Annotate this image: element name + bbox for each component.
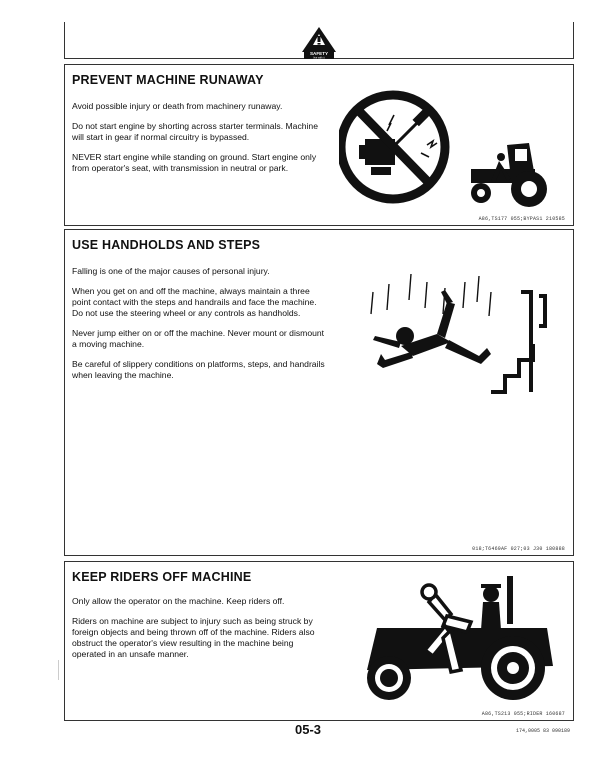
section-prevent-runaway — [64, 64, 574, 226]
operator-icon — [481, 584, 501, 630]
section-body — [72, 596, 327, 669]
paragraph: Never jump either on or off the machine. Never mount or dismount a moving machine. — [72, 328, 325, 349]
section-handholds-steps — [64, 229, 574, 556]
page-number: 05-3 — [294, 722, 322, 737]
footer-code: 174,0005 83 090189 — [515, 728, 570, 734]
no-bypass-start-illustration — [339, 85, 569, 209]
paragraph: Falling is one of the major causes of personal injury. — [72, 266, 270, 276]
paragraph: Be careful of slippery conditions on platforms, steps, and handrails when leaving the machine. — [72, 359, 325, 380]
reference-code: A86,TS213 055;RIDER 160687 — [481, 711, 565, 717]
stairs-icon — [491, 292, 545, 392]
paragraph: Avoid possible injury or death from machinery runaway. — [72, 101, 283, 111]
paragraph: When you get on and off the machine, always maintain a three point contact with the steps and handrails and face the machine. Do not use the steering wheel or any controls as handholds. — [72, 286, 317, 318]
motion-lines — [371, 274, 491, 316]
logo-subtext: live with it — [313, 56, 325, 60]
tractor-runaway-icon — [471, 143, 547, 207]
falling-person-icon — [373, 290, 491, 368]
safety-alert-logo — [300, 26, 338, 60]
paragraph: Riders on machine are subject to injury such as being struck by foreign objects and being thrown off of the machine. Riders also obstruct the operator's view resulting in the machine being operated in an unsafe manner. — [72, 616, 315, 659]
paragraph: NEVER start engine while standing on ground. Start engine only from operator's seat, with transmission in neutral or park. — [72, 152, 317, 173]
section-body — [72, 266, 327, 390]
section-body — [72, 101, 324, 183]
section-title: USE HANDHOLDS AND STEPS — [72, 238, 261, 252]
margin-mark — [58, 660, 59, 680]
section-keep-riders-off — [64, 561, 574, 721]
tractor-rider-illustration — [347, 574, 562, 704]
paragraph: Only allow the operator on the machine. Keep riders off. — [72, 596, 285, 606]
reference-code: 018;T6469AF 027;03 J30 180888 — [472, 546, 565, 552]
reference-code: A86,TS177 055;BYPAS1 210585 — [478, 216, 565, 222]
paragraph: Do not start engine by shorting across starter terminals. Machine will start in gear if normal circuitry is bypassed. — [72, 121, 318, 142]
section-title: PREVENT MACHINE RUNAWAY — [72, 73, 264, 87]
tractor-icon — [367, 576, 553, 700]
section-title: KEEP RIDERS OFF MACHINE — [72, 570, 252, 584]
logo-text: SAFETY — [309, 51, 329, 56]
falling-person-illustration — [341, 252, 566, 402]
